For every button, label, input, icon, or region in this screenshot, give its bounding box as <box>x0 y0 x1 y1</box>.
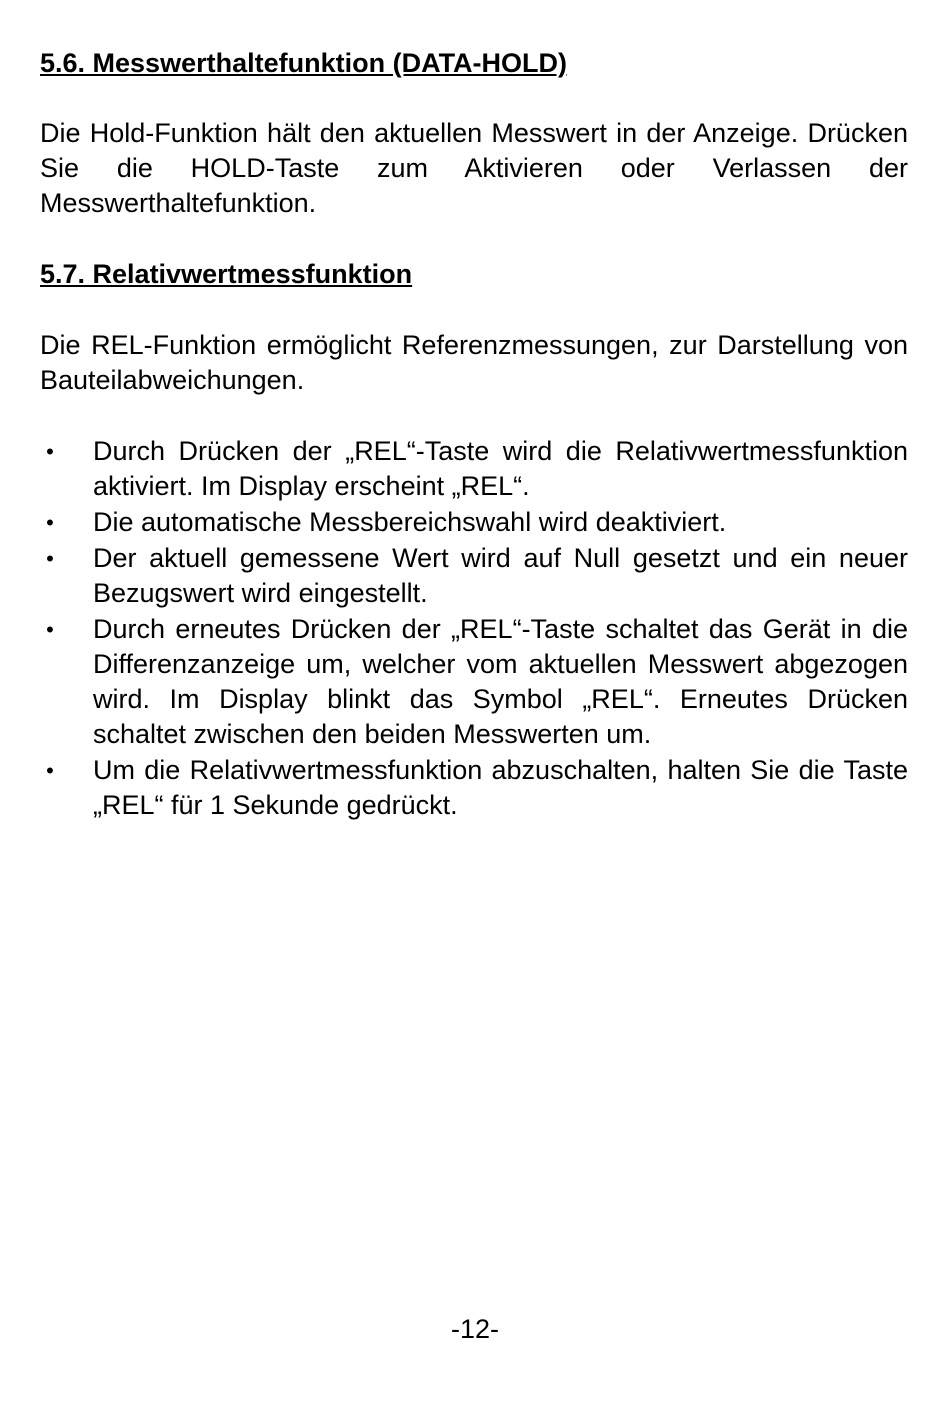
page-number: -12- <box>450 1314 499 1344</box>
list-item-text: Der aktuell gemessene Wert wird auf Null gesetzt und ein neuer Bezugswert wird eingestellt. <box>93 543 908 608</box>
list-item <box>40 505 908 540</box>
page-content <box>40 46 908 824</box>
bullet-icon: • <box>46 758 54 783</box>
bullet-icon: • <box>46 510 54 535</box>
bullet-icon: • <box>46 617 54 642</box>
list-item-text: Durch erneutes Drücken der „REL“-Taste schaltet das Gerät in die Differenzanzeige um, welcher vom aktuellen Messwert abgezogen wird. Im Display blinkt das Symbol „REL“. Erneutes Drücken schaltet zwischen den beiden Messwerten um. <box>93 614 908 749</box>
bullet-icon: • <box>46 439 54 464</box>
section-heading-data-hold: 5.6. Messwerthaltefunktion (DATA-HOLD) <box>40 48 568 78</box>
list-item <box>40 612 908 752</box>
list-item <box>40 753 908 823</box>
list-item-text: Die automatische Messbereichswahl wird deaktiviert. <box>93 507 727 537</box>
section-body-data-hold: Die Hold-Funktion hält den aktuellen Messwert in der Anzeige. Drücken Sie die HOLD-Taste zum Aktivieren oder Verlassen der Messwerthaltefunktion. <box>40 118 908 218</box>
list-item-text: Um die Relativwertmessfunktion abzuschalten, halten Sie die Taste „REL“ für 1 Sekunde gedrückt. <box>93 755 908 820</box>
bullet-list <box>40 434 908 823</box>
list-item-text: Durch Drücken der „REL“-Taste wird die Relativwertmessfunktion aktiviert. Im Display erscheint „REL“. <box>93 436 908 501</box>
section-heading-relative: 5.7. Relativwertmessfunktion <box>40 259 413 289</box>
list-item <box>40 434 908 504</box>
section-body-relative: Die REL-Funktion ermöglicht Referenzmessungen, zur Darstellung von Bauteilabweichungen. <box>40 330 908 395</box>
bullet-icon: • <box>46 546 54 571</box>
list-item <box>40 541 908 611</box>
